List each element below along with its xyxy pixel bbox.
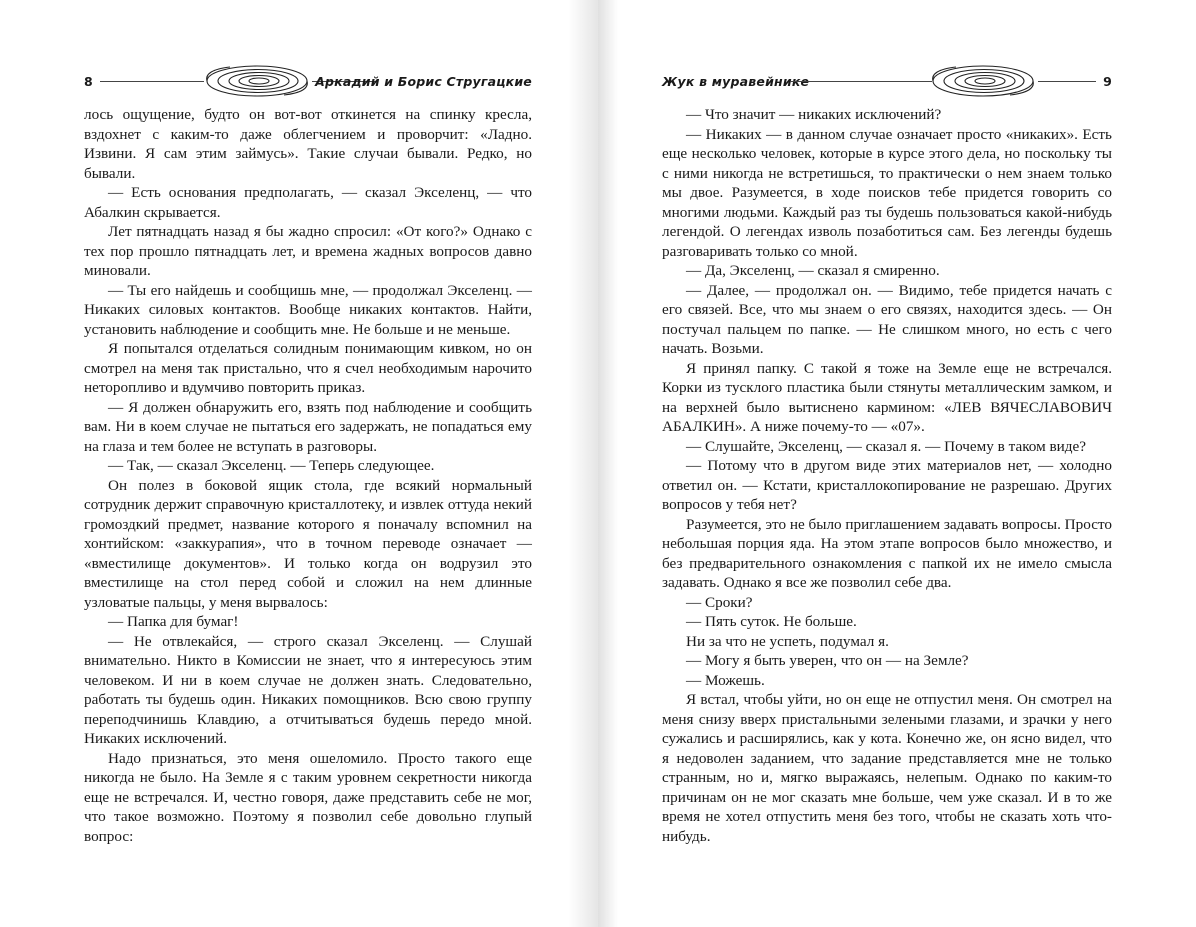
header-rule <box>100 81 204 82</box>
paragraph: — Можешь. <box>686 671 765 689</box>
paragraph: — Есть основания предполагать, — сказал Экселенц, — что Абалкин скрывается. <box>84 184 532 221</box>
paragraph: — Слушайте, Экселенц, — сказал я. — Почему в таком виде? <box>686 437 1087 455</box>
gutter-shadow <box>568 0 598 927</box>
paragraph: — Пять суток. Не больше. <box>686 613 857 630</box>
paragraph: Он полез в боковой ящик стола, где всякий нормальный сотрудник держит справочную кристаллотеку, и извлек оттуда некий громоздкий предмет, название которого я поначалу вспомнил на хонтийском: «заккурапия», что в точном переводе означает — «вместилище документов». И только когда он водрузил это вместилище на стол перед собой и сложил на нем длинные узловатые пальцы, у меня вырвалось: <box>84 476 532 611</box>
paragraph: Я встал, чтобы уйти, но он еще не отпустил меня. Он смотрел на меня снизу вверх пристальными зелеными глазами, и зрачки у него сужались и расширялись, как у кота. Конечно же, он ясно видел, что я недоволен заданием, что задание представляется мне не только странным, но и, мягко выражаясь, нелепым. Однако по каким-то причинам он не мог сказать мне больше, чем уже сказал. И в то же время не хотел отпустить меня без того, чтобы не сказать хоть что-нибудь. <box>662 691 1112 845</box>
header-rule <box>790 81 932 82</box>
paragraph: — Что значит — никаких исключений? <box>686 106 942 123</box>
paragraph: — Никаких — в данном случае означает просто «никаких». Есть еще несколько человек, которые в курсе этого дела, но поскольку ты с ними никогда не встретишься, то практически о нем знаем только мы двое. Разумеется, в ходе поисков тебе придется говорить со многими людьми. Каждый раз ты будешь пользоваться какой-нибудь легендой. О легендах изволь позаботиться сам. Без легенды будешь разговаривать только со мной. <box>662 125 1112 260</box>
paragraph: лось ощущение, будто он вот-вот откинется на спинку кресла, вздохнет с каким-то даже облегчением и проворчит: «Ладно. Извини. Я сам этим займусь». Такие случаи бывали. Редко, но бывали. <box>84 106 532 182</box>
paragraph: — Не отвлекайся, — строго сказал Экселенц. — Слушай внимательно. Никто в Комиссии не знает, что я интересуюсь этим человеком. И ни в коем случае не должен знать. Следовательно, работать ты будешь один. Никаких помощников. Всю свою группу переподчинишь Клавдию, а отчитываться будешь передо мной. Никаких исключений. <box>84 632 532 747</box>
spiral-galaxy-icon <box>202 62 312 100</box>
running-head: Жук в муравейнике <box>662 74 810 89</box>
paragraph: — Папка для бумаг! <box>108 613 239 630</box>
paragraph: Я попытался отделаться солидным понимающим кивком, но он смотрел на меня так пристально, что я счел необходимым нарочито неторопливо и вдумчиво повторить приказ. <box>84 340 532 396</box>
paragraph: — Ты его найдешь и сообщишь мне, — продолжал Экселенц. — Никаких силовых контактов. Вообще никаких контактов. Найти, установить наблюдение и сообщить мне. Не больше и не меньше. <box>84 281 532 338</box>
left-header <box>84 62 532 98</box>
paragraph: Надо признаться, это меня ошеломило. Просто такого еще никогда не было. На Земле я с таким уровнем секретности никогда еще не встречался. И, честно говоря, даже представить себе не мог, что такое возможно. Поэтому я позволил себе довольно глупый вопрос: <box>84 749 532 845</box>
paragraph: — Сроки? <box>686 593 753 611</box>
gutter-shadow <box>598 0 618 927</box>
right-header <box>662 62 1112 98</box>
spiral-galaxy-icon <box>928 62 1038 100</box>
paragraph: — Я должен обнаружить его, взять под наблюдение и сообщить вам. Ни в коем случае не пытаться его задержать, не попадаться ему на глаза и тем более не вступать в разговоры. <box>84 398 532 455</box>
paragraph: Разумеется, это не было приглашением задавать вопросы. Просто небольшая порция яда. На этом этапе вопросов было множество, и без предварительного ознакомления с папкой их не имело смысла задавать. Однако я все же позволил себе два. <box>662 515 1112 591</box>
running-head: Аркадий и Борис Стругацкие <box>315 74 532 89</box>
paragraph: — Так, — сказал Экселенц. — Теперь следующее. <box>108 457 435 474</box>
paragraph: Я принял папку. С такой я тоже на Земле еще не встречался. Корки из тусклого пластика были стянуты металлическим замком, и на верхней было вытиснено кармином: «ЛЕВ ВЯЧЕСЛАВОВИЧ АБАЛКИН». А ниже почему-то — «07». <box>662 359 1112 435</box>
page-number: 9 <box>1103 74 1112 89</box>
left-page-text <box>84 105 532 846</box>
paragraph: — Далее, — продолжал он. — Видимо, тебе придется начать с его связей. Все, что мы знаем о его связях, находится здесь. — Он постучал пальцем по папке. — Не слишком много, но есть с чего начать. Возьми. <box>662 281 1112 357</box>
paragraph: Ни за что не успеть, подумал я. <box>686 632 889 650</box>
header-rule <box>1038 81 1096 82</box>
paragraph: — Потому что в другом виде этих материалов нет, — холодно ответил он. — Кстати, кристаллокопирование не разрешаю. Других вопросов у тебя нет? <box>662 457 1112 513</box>
paragraph: — Да, Экселенц, — сказал я смиренно. <box>686 262 940 279</box>
page-number: 8 <box>84 74 93 89</box>
right-page-text <box>662 105 1112 846</box>
paragraph: — Могу я быть уверен, что он — на Земле? <box>686 652 969 669</box>
paragraph: Лет пятнадцать назад я бы жадно спросил: «От кого?» Однако с тех пор прошло пятнадцать лет, и времена жадных вопросов давно миновали. <box>84 223 532 279</box>
